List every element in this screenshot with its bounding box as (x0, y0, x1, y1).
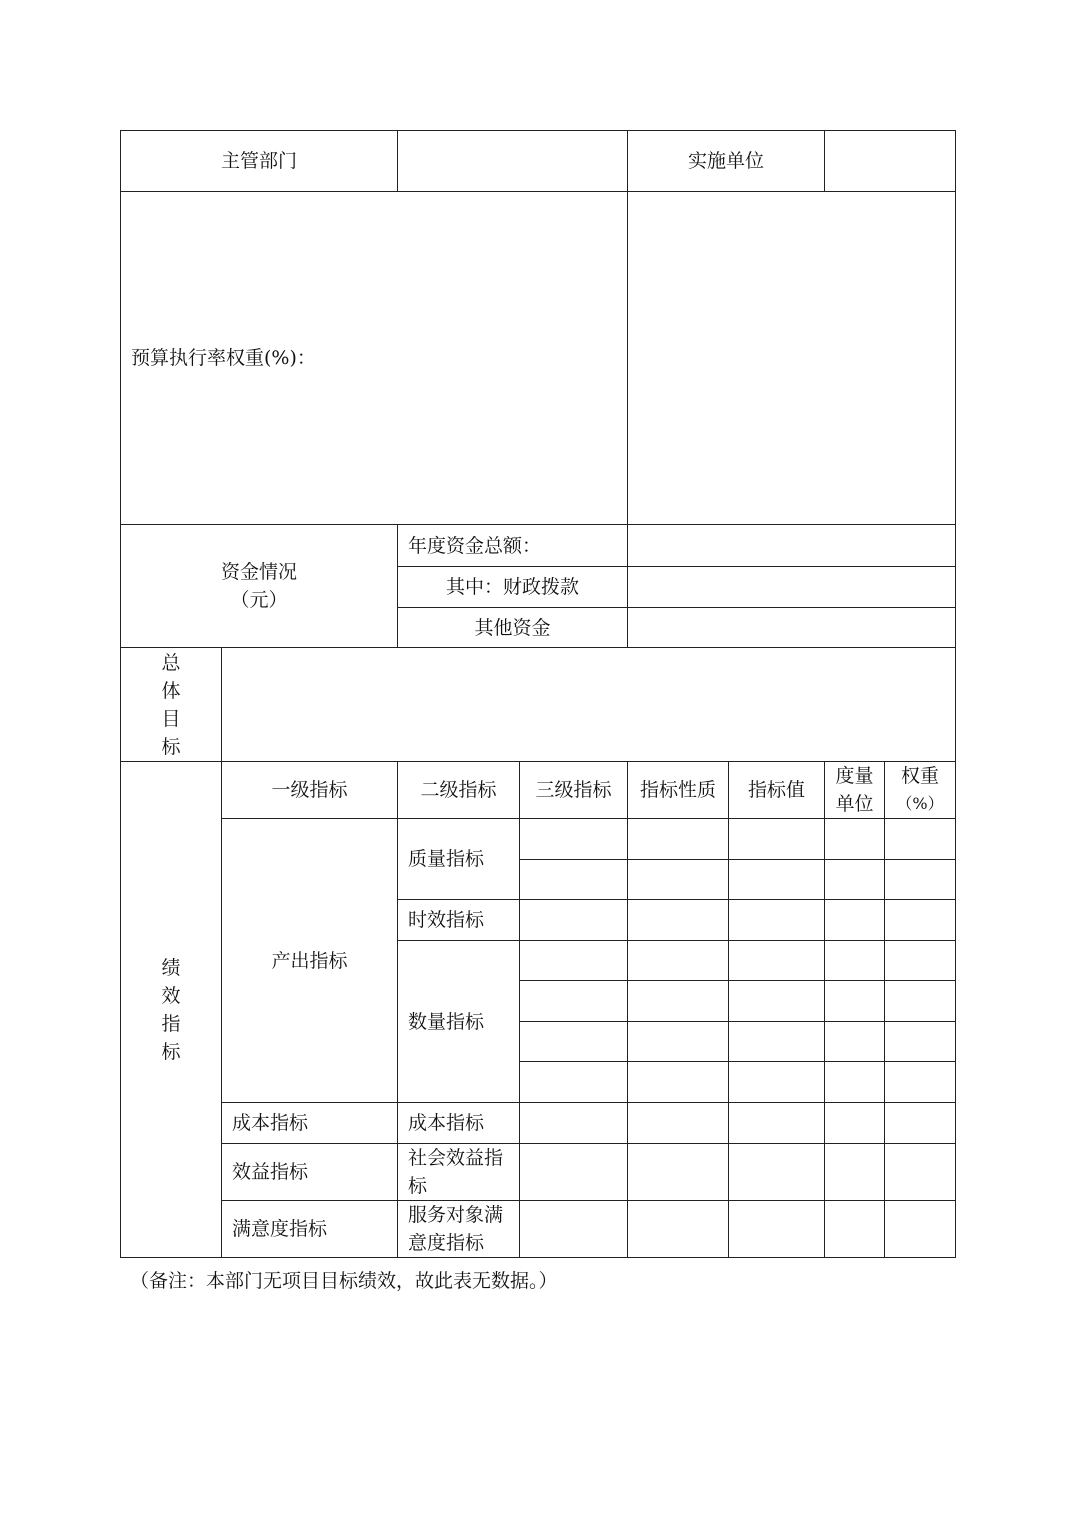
col-level3-header: 三级指标 (520, 762, 628, 819)
value-cell[interactable] (729, 900, 825, 941)
col-unit-header (825, 762, 885, 819)
overall-goal-char: 目 (161, 707, 181, 730)
budget-weight-row (121, 192, 956, 525)
overall-goal-row (121, 648, 956, 762)
benefit-indicator-level2 (398, 1144, 520, 1201)
weight-cell[interactable] (885, 1201, 956, 1258)
unit-cell[interactable] (825, 900, 885, 941)
nature-cell[interactable] (628, 1062, 729, 1103)
unit-cell[interactable] (825, 941, 885, 981)
level3-cell[interactable] (520, 941, 628, 981)
nature-cell[interactable] (628, 941, 729, 981)
value-cell[interactable] (729, 1022, 825, 1062)
weight-cell[interactable] (885, 1144, 956, 1201)
level3-cell[interactable] (520, 1201, 628, 1258)
nature-cell[interactable] (628, 819, 729, 860)
col-unit-line1: 度量 (835, 765, 874, 787)
performance-label (121, 762, 222, 1258)
quantity-indicator-label: 数量指标 (398, 941, 520, 1103)
value-cell[interactable] (729, 941, 825, 981)
col-weight-line2: （%） (896, 794, 944, 813)
performance-char: 标 (161, 1040, 181, 1063)
cost-indicator-level2: 成本指标 (398, 1103, 520, 1144)
nature-cell[interactable] (628, 1201, 729, 1258)
unit-cell[interactable] (825, 1062, 885, 1103)
funding-total-label: 年度资金总额： (398, 525, 628, 567)
performance-char: 效 (161, 984, 181, 1007)
funding-label (121, 525, 398, 648)
funding-other-label: 其他资金 (398, 608, 628, 648)
satisfaction-indicator-level2 (398, 1201, 520, 1258)
funding-label-line2: （元） (230, 589, 288, 611)
supervisor-label: 主管部门 (121, 131, 398, 192)
indicator-row (121, 1103, 956, 1144)
funding-fiscal-value[interactable] (628, 567, 956, 608)
unit-cell[interactable] (825, 1201, 885, 1258)
output-indicator-label: 产出指标 (222, 819, 398, 1103)
footnote: （备注：本部门无项目目标绩效，故此表无数据。） (130, 1270, 558, 1292)
nature-cell[interactable] (628, 1022, 729, 1062)
level3-cell[interactable] (520, 900, 628, 941)
benefit-level2-line1: 社会效益指 (408, 1147, 504, 1169)
satisfaction-level2-line1: 服务对象满 (408, 1204, 504, 1226)
performance-char: 指 (161, 1012, 181, 1035)
indicator-row (121, 1144, 956, 1201)
unit-cell[interactable] (825, 819, 885, 860)
value-cell[interactable] (729, 1062, 825, 1103)
performance-target-form (120, 130, 956, 1258)
overall-goal-label (121, 648, 222, 762)
overall-goal-char: 标 (161, 735, 181, 758)
value-cell[interactable] (729, 1103, 825, 1144)
weight-cell[interactable] (885, 1103, 956, 1144)
level3-cell[interactable] (520, 1103, 628, 1144)
nature-cell[interactable] (628, 981, 729, 1022)
value-cell[interactable] (729, 1201, 825, 1258)
weight-cell[interactable] (885, 1062, 956, 1103)
weight-cell[interactable] (885, 1022, 956, 1062)
unit-cell[interactable] (825, 1103, 885, 1144)
budget-weight-label: 预算执行率权重(%)： (121, 192, 628, 525)
weight-cell[interactable] (885, 941, 956, 981)
unit-cell[interactable] (825, 1144, 885, 1201)
level3-cell[interactable] (520, 1062, 628, 1103)
level3-cell[interactable] (520, 819, 628, 860)
benefit-level2-line2: 标 (408, 1175, 428, 1197)
nature-cell[interactable] (628, 900, 729, 941)
nature-cell[interactable] (628, 1103, 729, 1144)
level3-cell[interactable] (520, 981, 628, 1022)
funding-fiscal-label: 其中：财政拨款 (398, 567, 628, 608)
col-level2-header: 二级指标 (398, 762, 520, 819)
funding-label-line1: 资金情况 (221, 561, 298, 583)
weight-cell[interactable] (885, 900, 956, 941)
overall-goal-value[interactable] (222, 648, 956, 762)
benefit-indicator-level1: 效益指标 (222, 1144, 398, 1201)
value-cell[interactable] (729, 981, 825, 1022)
weight-cell[interactable] (885, 819, 956, 860)
col-level1-header: 一级指标 (222, 762, 398, 819)
performance-char: 绩 (161, 956, 181, 979)
unit-cell[interactable] (825, 860, 885, 900)
col-value-header: 指标值 (729, 762, 825, 819)
col-unit-line2: 单位 (835, 793, 874, 815)
funding-row-total (121, 525, 956, 567)
timeliness-indicator-label: 时效指标 (398, 900, 520, 941)
indicator-row (121, 819, 956, 860)
value-cell[interactable] (729, 1144, 825, 1201)
level3-cell[interactable] (520, 1022, 628, 1062)
implementer-value[interactable] (825, 131, 956, 192)
col-weight-line1: 权重 (901, 765, 940, 787)
col-nature-header: 指标性质 (628, 762, 729, 819)
quality-indicator-label: 质量指标 (398, 819, 520, 900)
funding-other-value[interactable] (628, 608, 956, 648)
nature-cell[interactable] (628, 1144, 729, 1201)
satisfaction-level2-line2: 意度指标 (408, 1232, 485, 1254)
level3-cell[interactable] (520, 1144, 628, 1201)
value-cell[interactable] (729, 819, 825, 860)
supervisor-value[interactable] (398, 131, 628, 192)
unit-cell[interactable] (825, 1022, 885, 1062)
performance-header-row (121, 762, 956, 819)
satisfaction-indicator-level1: 满意度指标 (222, 1201, 398, 1258)
budget-weight-value[interactable] (628, 192, 956, 525)
weight-cell[interactable] (885, 860, 956, 900)
cost-indicator-level1: 成本指标 (222, 1103, 398, 1144)
value-cell[interactable] (729, 860, 825, 900)
col-weight-header (885, 762, 956, 819)
unit-cell[interactable] (825, 981, 885, 1022)
indicator-row (121, 1201, 956, 1258)
level3-cell[interactable] (520, 860, 628, 900)
header-row (121, 131, 956, 192)
overall-goal-char: 体 (161, 679, 181, 702)
funding-total-value[interactable] (628, 525, 956, 567)
implementer-label: 实施单位 (628, 131, 825, 192)
weight-cell[interactable] (885, 981, 956, 1022)
nature-cell[interactable] (628, 860, 729, 900)
overall-goal-char: 总 (161, 651, 181, 674)
